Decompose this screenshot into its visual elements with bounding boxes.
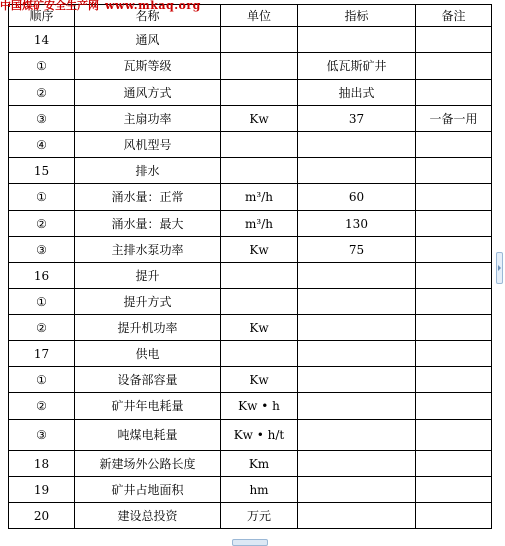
cell-unit: Kw • h/t [221, 420, 298, 451]
cell-no: ④ [9, 132, 75, 158]
cell-value: 低瓦斯矿井 [298, 53, 416, 80]
cell-value [298, 420, 416, 451]
cell-no: ① [9, 289, 75, 315]
table-row [9, 237, 492, 263]
bottom-scroll-thumb[interactable] [232, 539, 268, 546]
cell-note [416, 315, 492, 341]
cell-unit [221, 289, 298, 315]
cell-unit: Kw [221, 315, 298, 341]
site-watermark [0, 0, 201, 13]
cell-unit [221, 27, 298, 53]
cell-note [416, 451, 492, 477]
cell-note [416, 132, 492, 158]
cell-name: 吨煤电耗量 [75, 420, 221, 451]
cell-unit: hm [221, 477, 298, 503]
cell-unit: 万元 [221, 503, 298, 529]
cell-value [298, 341, 416, 367]
cell-name: 提升方式 [75, 289, 221, 315]
table-row [9, 80, 492, 106]
cell-note [416, 393, 492, 420]
cell-note [416, 477, 492, 503]
table-body [9, 27, 492, 529]
cell-name: 新建场外公路长度 [75, 451, 221, 477]
table-row [9, 211, 492, 237]
cell-unit: m³/h [221, 211, 298, 237]
table-row [9, 341, 492, 367]
cell-unit [221, 53, 298, 80]
cell-name: 瓦斯等级 [75, 53, 221, 80]
header-name: 名称 [75, 5, 221, 27]
header-order: 顺序 [9, 5, 75, 27]
cell-value: 130 [298, 211, 416, 237]
cell-no: 18 [9, 451, 75, 477]
cell-value [298, 158, 416, 184]
cell-no: ② [9, 315, 75, 341]
cell-name: 矿井年电耗量 [75, 393, 221, 420]
scroll-marker[interactable] [496, 252, 503, 284]
cell-value [298, 315, 416, 341]
cell-note [416, 158, 492, 184]
cell-value [298, 393, 416, 420]
cell-unit [221, 80, 298, 106]
cell-value [298, 451, 416, 477]
table-row [9, 367, 492, 393]
table-row [9, 132, 492, 158]
cell-value [298, 477, 416, 503]
cell-note [416, 263, 492, 289]
cell-note [416, 289, 492, 315]
cell-name: 供电 [75, 341, 221, 367]
header-unit: 单位 [221, 5, 298, 27]
table-row [9, 477, 492, 503]
cell-note: 一备一用 [416, 106, 492, 132]
cell-unit [221, 263, 298, 289]
spec-table [8, 4, 492, 529]
cell-unit: Km [221, 451, 298, 477]
table-row [9, 393, 492, 420]
cell-no: ① [9, 367, 75, 393]
table-row [9, 503, 492, 529]
cell-no: 14 [9, 27, 75, 53]
cell-value [298, 289, 416, 315]
table-row [9, 289, 492, 315]
cell-note [416, 211, 492, 237]
cell-value: 37 [298, 106, 416, 132]
header-note: 备注 [416, 5, 492, 27]
cell-name: 涌水量：正常 [75, 184, 221, 211]
cell-note [416, 27, 492, 53]
table-row [9, 53, 492, 80]
header-value: 指标 [298, 5, 416, 27]
table-row [9, 27, 492, 53]
cell-name: 排水 [75, 158, 221, 184]
cell-no: ③ [9, 106, 75, 132]
cell-unit: Kw [221, 367, 298, 393]
cell-no: ② [9, 211, 75, 237]
cell-name: 涌水量：最大 [75, 211, 221, 237]
cell-no: ③ [9, 420, 75, 451]
cell-note [416, 341, 492, 367]
cell-unit [221, 341, 298, 367]
cell-value [298, 27, 416, 53]
cell-unit: Kw [221, 237, 298, 263]
cell-no: ② [9, 80, 75, 106]
cell-no: 20 [9, 503, 75, 529]
cell-value [298, 503, 416, 529]
cell-name: 建设总投资 [75, 503, 221, 529]
table-row [9, 184, 492, 211]
cell-name: 提升 [75, 263, 221, 289]
cell-value [298, 367, 416, 393]
watermark-url: www.mkaq.org [105, 0, 201, 12]
cell-unit [221, 158, 298, 184]
table-row [9, 106, 492, 132]
cell-no: ① [9, 53, 75, 80]
cell-no: 16 [9, 263, 75, 289]
cell-unit: m³/h [221, 184, 298, 211]
cell-note [416, 80, 492, 106]
cell-name: 提升机功率 [75, 315, 221, 341]
cell-value [298, 132, 416, 158]
cell-name: 矿井占地面积 [75, 477, 221, 503]
cell-value: 60 [298, 184, 416, 211]
cell-no: 19 [9, 477, 75, 503]
cell-name: 风机型号 [75, 132, 221, 158]
watermark-title: 中国煤矿安全生产网 [0, 0, 99, 12]
cell-unit [221, 132, 298, 158]
cell-unit: Kw [221, 106, 298, 132]
cell-no: 15 [9, 158, 75, 184]
cell-note [416, 53, 492, 80]
table-row [9, 158, 492, 184]
cell-no: ③ [9, 237, 75, 263]
cell-value: 75 [298, 237, 416, 263]
table-row [9, 420, 492, 451]
cell-name: 通风 [75, 27, 221, 53]
table-row [9, 263, 492, 289]
cell-value [298, 263, 416, 289]
cell-name: 设备部容量 [75, 367, 221, 393]
table-row [9, 315, 492, 341]
cell-name: 主扇功率 [75, 106, 221, 132]
cell-unit: Kw • h [221, 393, 298, 420]
cell-note [416, 184, 492, 211]
table-row [9, 451, 492, 477]
cell-note [416, 503, 492, 529]
cell-note [416, 420, 492, 451]
cell-no: ② [9, 393, 75, 420]
cell-name: 通风方式 [75, 80, 221, 106]
cell-name: 主排水泵功率 [75, 237, 221, 263]
cell-value: 抽出式 [298, 80, 416, 106]
cell-note [416, 237, 492, 263]
cell-no: ① [9, 184, 75, 211]
cell-note [416, 367, 492, 393]
cell-no: 17 [9, 341, 75, 367]
